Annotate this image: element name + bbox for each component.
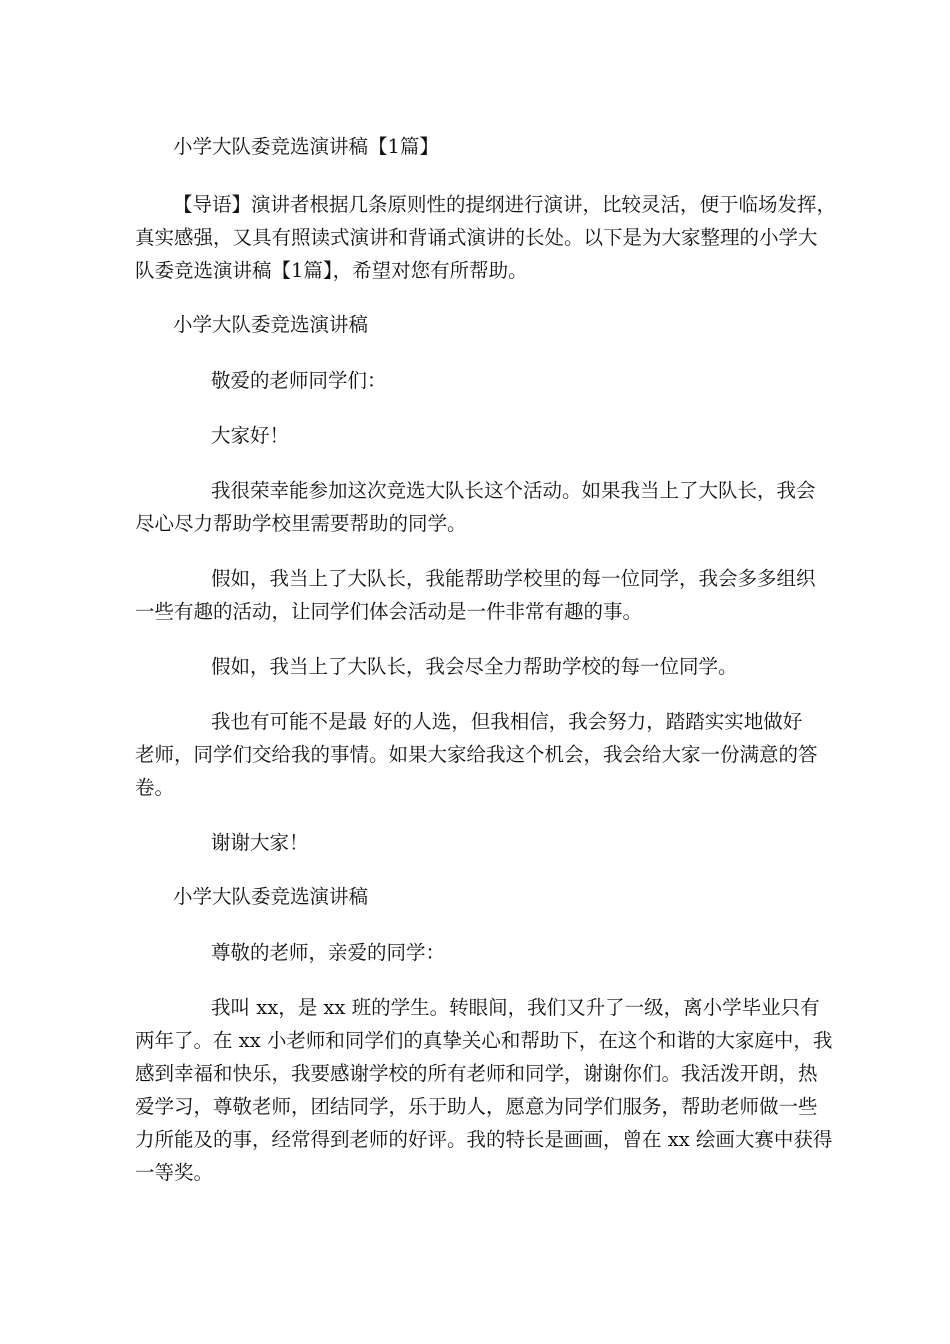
speech2-p1-line-4: 爱学习，尊敬老师，团结同学，乐于助人，愿意为同学们服务，帮助老师做一些 <box>135 1095 818 1118</box>
speech2-heading: 小学大队委竞选演讲稿 <box>173 885 369 908</box>
speech1-p2-line-2: 一些有趣的活动，让同学们体会活动是一件非常有趣的事。 <box>135 600 643 623</box>
speech2-p1-line-5: 力所能及的事，经常得到老师的好评。我的特长是画画，曾在 xx 绘画大赛中获得 <box>135 1128 833 1151</box>
speech1-heading: 小学大队委竞选演讲稿 <box>173 313 369 336</box>
speech1-p2-line-1: 假如，我当上了大队长，我能帮助学校里的每一位同学，我会多多组织 <box>211 567 816 590</box>
speech2-p1-line-1: 我叫 xx，是 xx 班的学生。转眼间，我们又升了一级，离小学毕业只有 <box>211 996 820 1019</box>
speech1-p1-line-1: 我很荣幸能参加这次竞选大队长这个活动。如果我当上了大队长，我会 <box>211 479 816 502</box>
speech2-p1-line-3: 感到幸福和快乐，我要感谢学校的所有老师和同学，谢谢你们。我活泼开朗，热 <box>135 1062 818 1085</box>
speech1-greeting: 大家好！ <box>211 424 290 447</box>
speech2-salutation: 尊敬的老师，亲爱的同学： <box>211 941 446 964</box>
intro-line-1: 【导语】演讲者根据几条原则性的提纲进行演讲，比较灵活，便于临场发挥， <box>173 193 837 216</box>
speech1-p4-line-1: 我也有可能不是最 好的人选，但我相信，我会努力，踏踏实实地做好 <box>211 710 803 733</box>
speech1-p3-line-1: 假如，我当上了大队长，我会尽全力帮助学校的每一位同学。 <box>211 655 738 678</box>
speech1-closing: 谢谢大家！ <box>211 831 309 854</box>
speech2-p1-line-2: 两年了。在 xx 小老师和同学们的真挚关心和帮助下，在这个和谐的大家庭中，我 <box>135 1029 833 1052</box>
speech1-salutation: 敬爱的老师同学们： <box>211 369 387 392</box>
document-title: 小学大队委竞选演讲稿【1篇】 <box>173 135 439 158</box>
intro-line-3: 队委竞选演讲稿【1篇】，希望对您有所帮助。 <box>135 259 528 282</box>
speech2-p1-line-6: 一等奖。 <box>135 1161 214 1184</box>
intro-line-2: 真实感强，又具有照读式演讲和背诵式演讲的长处。以下是为大家整理的小学大 <box>135 226 818 249</box>
speech1-p4-line-2: 老师，同学们交给我的事情。如果大家给我这个机会，我会给大家一份满意的答 <box>135 743 818 766</box>
speech1-p1-line-2: 尽心尽力帮助学校里需要帮助的同学。 <box>135 512 467 535</box>
speech1-p4-line-3: 卷。 <box>135 776 175 799</box>
